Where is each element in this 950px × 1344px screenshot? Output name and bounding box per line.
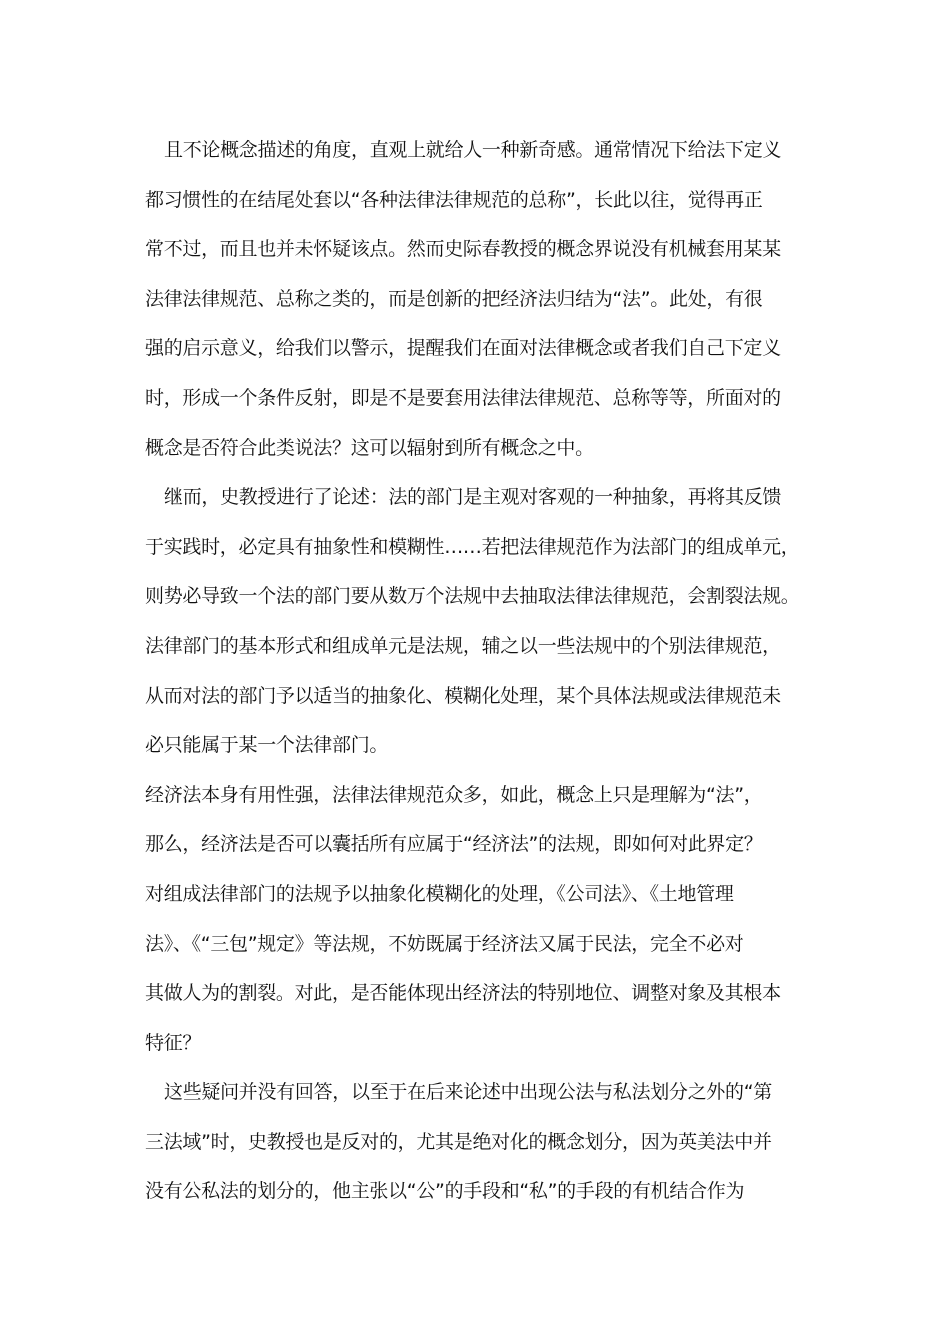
text-line: 法》、《“三包”规定》等法规，不妨既属于经济法又属于民法，完全不必对 <box>145 932 744 955</box>
paragraph <box>145 771 825 1069</box>
text-line: 那么，经济法是否可以囊括所有应属于“经济法”的法规，即如何对此界定？ <box>145 833 763 856</box>
text-line: 于实践时，必定具有抽象性和模糊性……若把法律规范作为法部门的组成单元， <box>145 535 800 558</box>
text-line: 特征？ <box>145 1031 202 1054</box>
text-line: 三法域”时，史教授也是反对的，尤其是绝对化的概念划分，因为英美法中并 <box>145 1130 772 1153</box>
text-line: 法律法律规范、总称之类的，而是创新的把经济法归结为“法”。此处，有很 <box>145 287 763 310</box>
text-line: 且不论概念描述的角度，直观上就给人一种新奇感。通常情况下给法下定义 <box>164 139 782 161</box>
text-line: 概念是否符合此类说法？这可以辐射到所有概念之中。 <box>145 436 594 459</box>
text-line: 常不过，而且也并未怀疑该点。然而史际春教授的概念界说没有机械套用某某 <box>145 238 781 261</box>
text-line: 都习惯性的在结尾处套以“各种法律法律规范的总称”，长此以往，觉得再正 <box>145 188 763 211</box>
text-line: 其做人为的割裂。对此，是否能体现出经济法的特别地位、调整对象及其根本 <box>145 982 781 1005</box>
text-line: 继而，史教授进行了论述：法的部门是主观对客观的一种抽象，再将其反馈 <box>164 486 782 509</box>
paragraph <box>145 126 825 473</box>
text-line: 没有公私法的划分的，他主张以“公”的手段和“私”的手段的有机结合作为 <box>145 1180 745 1203</box>
text-line: 强的启示意义，给我们以警示，提醒我们在面对法律概念或者我们自己下定义 <box>145 337 781 360</box>
text-line: 时，形成一个条件反射，即是不是要套用法律法律规范、总称等等，所面对的 <box>145 386 781 409</box>
document-body <box>145 126 825 1217</box>
text-line: 这些疑问并没有回答，以至于在后来论述中出现公法与私法划分之外的“第 <box>164 1081 772 1104</box>
text-line: 从而对法的部门予以适当的抽象化、模糊化处理，某个具体法规或法律规范未 <box>145 684 781 707</box>
text-line: 对组成法律部门的法规予以抽象化模糊化的处理，《公司法》、《土地管理 <box>145 882 734 905</box>
paragraph <box>145 473 825 771</box>
text-line: 则势必导致一个法的部门要从数万个法规中去抽取法律法律规范，会割裂法规。 <box>145 585 800 608</box>
paragraph <box>145 1068 825 1217</box>
text-line: 法律部门的基本形式和组成单元是法规，辅之以一些法规中的个别法律规范， <box>145 634 781 657</box>
text-line: 经济法本身有用性强，法律法律规范众多，如此，概念上只是理解为“法”， <box>145 783 763 806</box>
text-line: 必只能属于某一个法律部门。 <box>145 734 389 757</box>
